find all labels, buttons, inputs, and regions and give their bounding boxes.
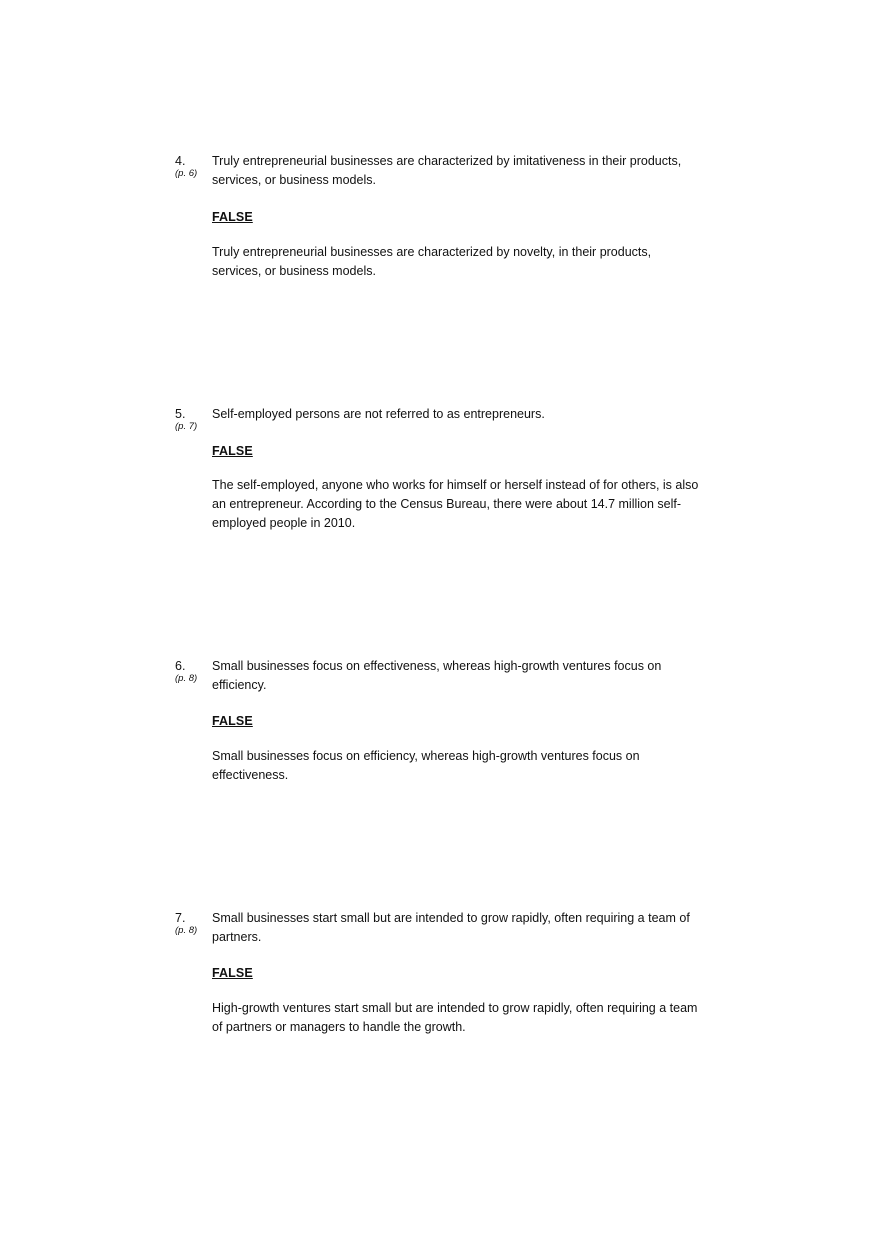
answer-explanation: Truly entrepreneurial businesses are characterized by novelty, in their products, services, or business models. bbox=[212, 245, 652, 278]
answer-label: FALSE bbox=[212, 210, 253, 224]
page-reference: (p. 6) bbox=[175, 168, 198, 179]
question-number: 7. bbox=[175, 911, 186, 925]
question-number: 5. bbox=[175, 407, 186, 421]
question-statement: Small businesses focus on effectiveness, whereas high-growth ventures focus on efficiency. bbox=[212, 659, 662, 692]
answer-explanation: Small businesses focus on efficiency, whereas high-growth ventures focus on effectiveness. bbox=[212, 749, 640, 782]
question-number: 6. bbox=[175, 659, 186, 673]
question-statement: Self-employed persons are not referred to as entrepreneurs. bbox=[212, 407, 545, 421]
answer-explanation: The self-employed, anyone who works for himself or herself instead of for others, is also an entrepreneur. According to the Census Bureau, there were about 14.7 million self-employed people in 2010. bbox=[212, 478, 699, 530]
page-reference: (p. 7) bbox=[175, 421, 198, 432]
answer-label: FALSE bbox=[212, 966, 253, 980]
answer-explanation: High-growth ventures start small but are intended to grow rapidly, often requiring a team of partners or managers to handle the growth. bbox=[212, 1001, 698, 1034]
question-statement: Truly entrepreneurial businesses are characterized by imitativeness in their products, services, or business models. bbox=[212, 154, 682, 187]
question-number: 4. bbox=[175, 154, 186, 168]
answer-label: FALSE bbox=[212, 444, 253, 458]
question-statement: Small businesses start small but are intended to grow rapidly, often requiring a team of partners. bbox=[212, 911, 690, 944]
answer-label: FALSE bbox=[212, 714, 253, 728]
page-reference: (p. 8) bbox=[175, 925, 198, 936]
page-reference: (p. 8) bbox=[175, 673, 198, 684]
